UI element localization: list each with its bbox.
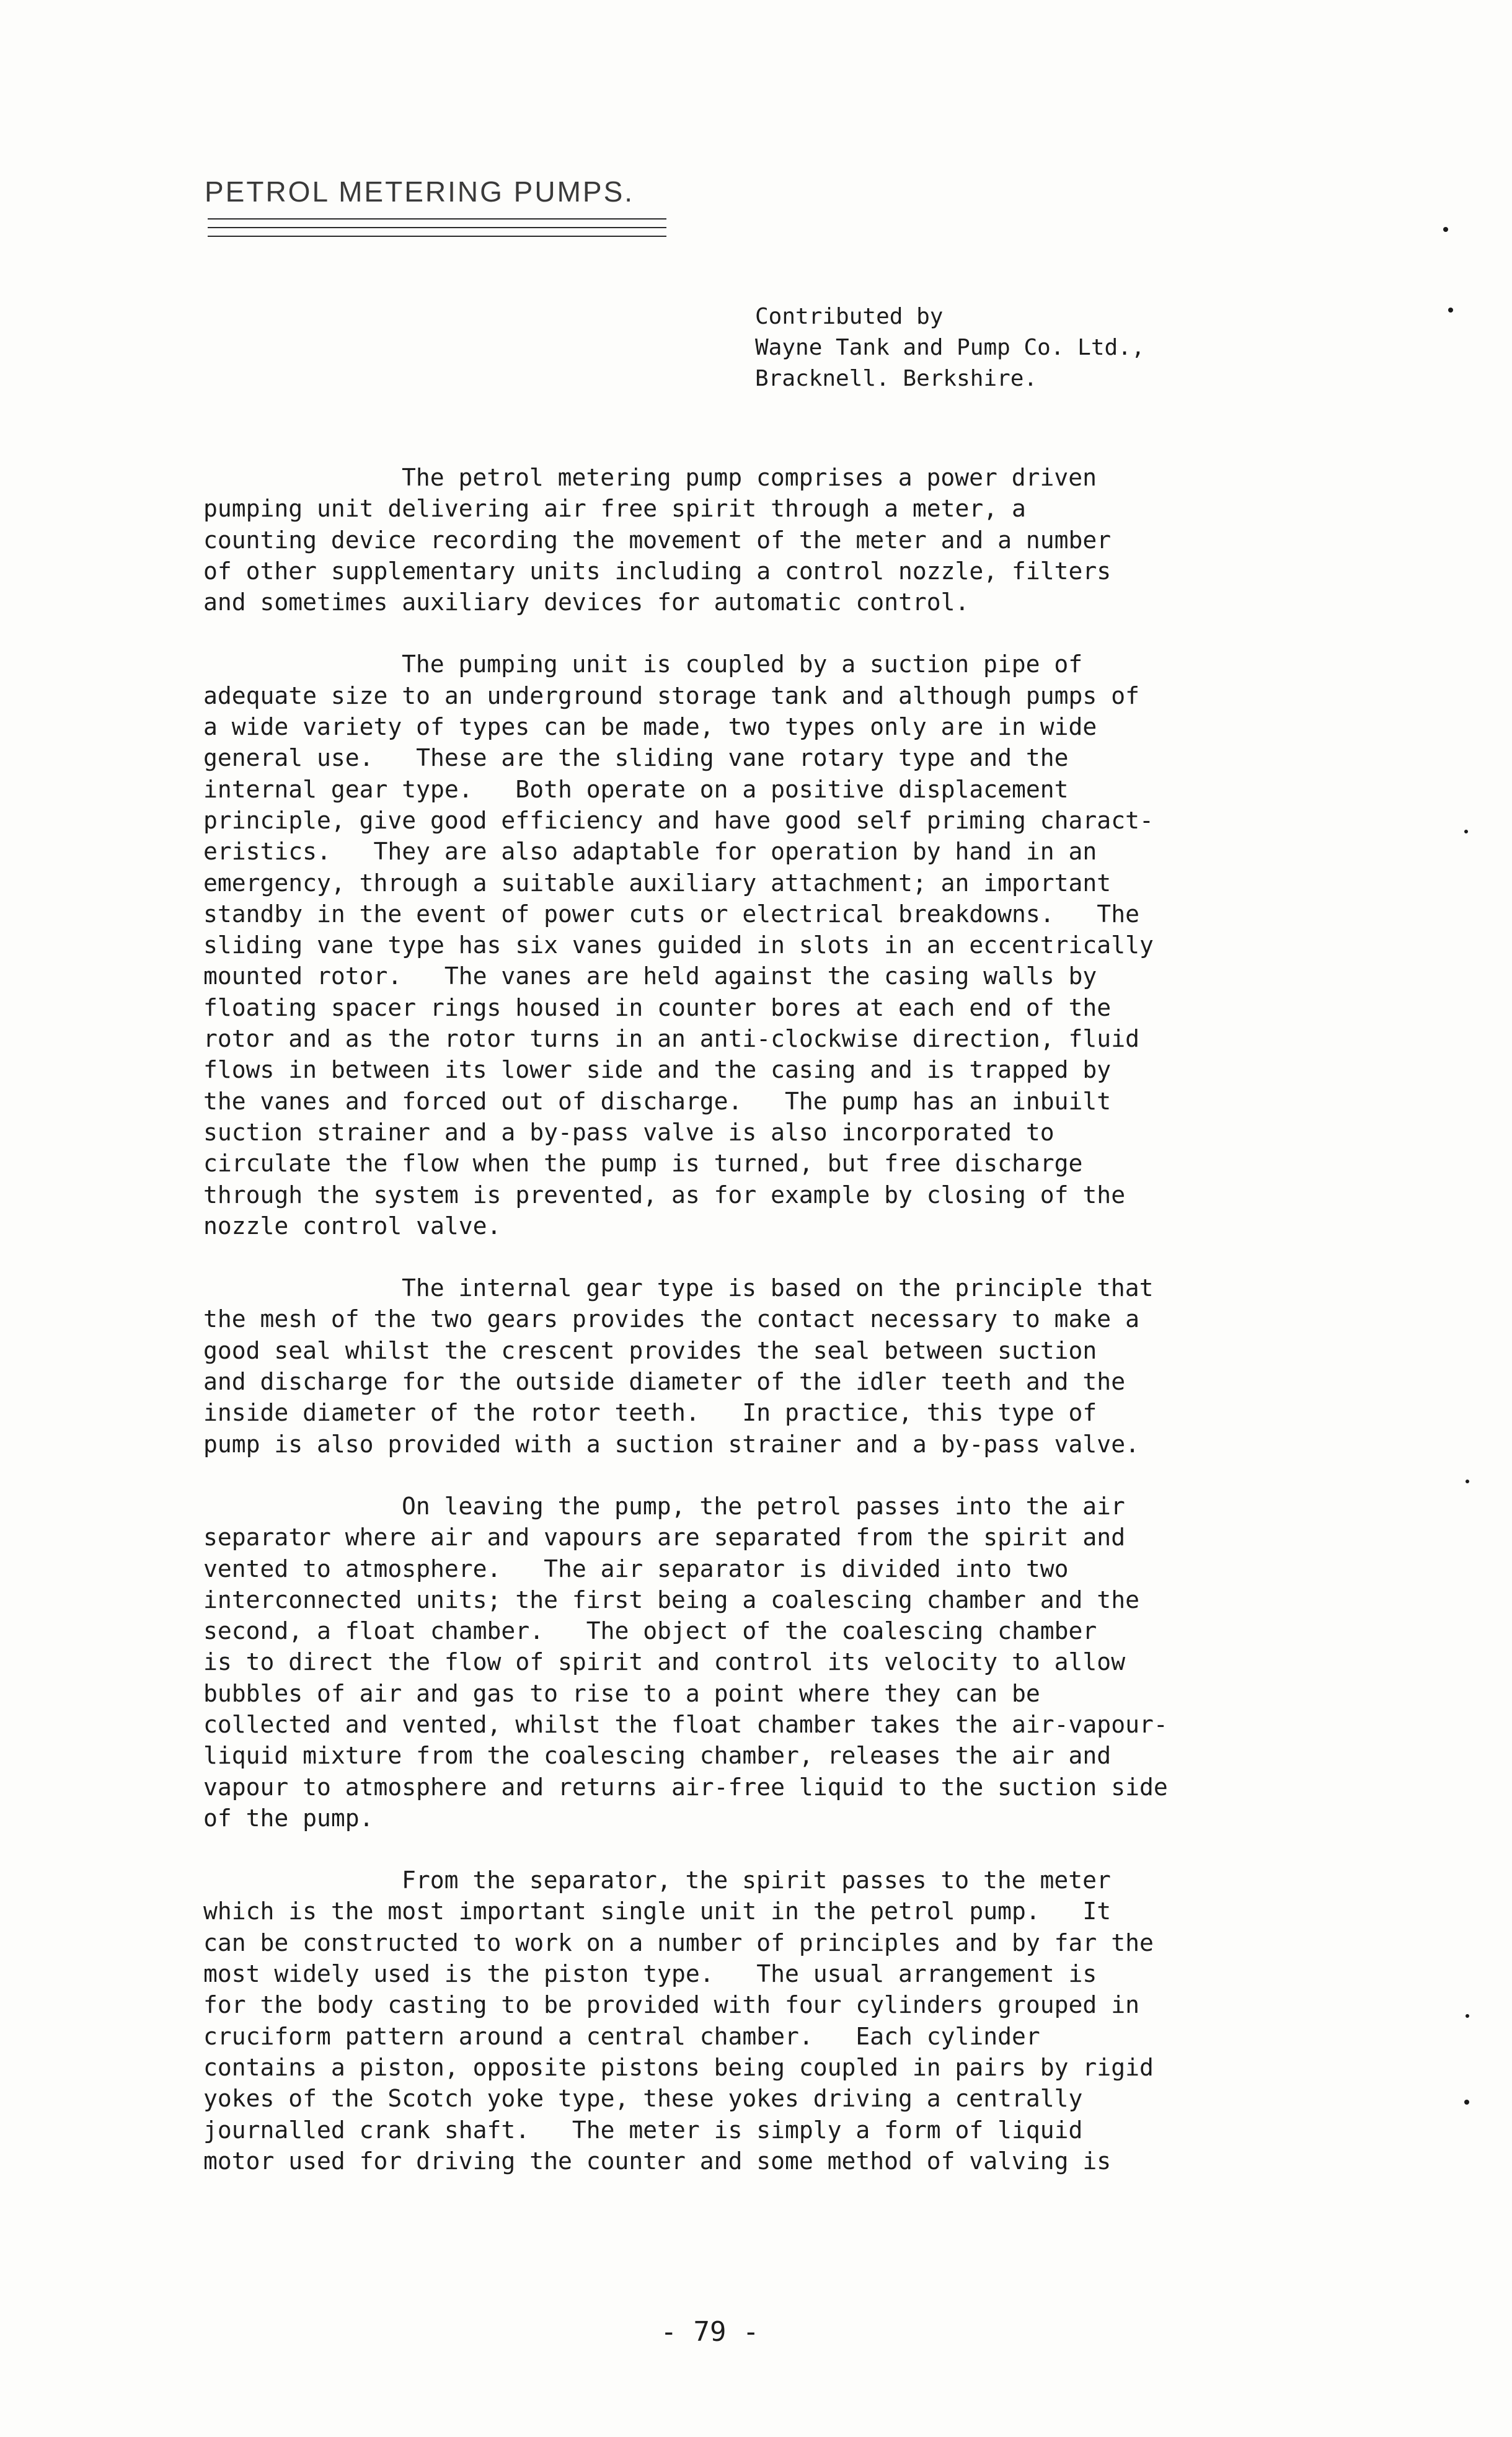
text-line: emergency, through a suitable auxiliary attachment; an important xyxy=(203,869,1112,897)
text-line: and sometimes auxiliary devices for automatic control. xyxy=(203,588,970,616)
text-line: second, a float chamber. The object of the coalescing chamber xyxy=(203,1617,1097,1645)
page-number: - 79 - xyxy=(660,2316,759,2348)
text-line: a wide variety of types can be made, two types only are in wide xyxy=(203,713,1097,741)
scan-speck xyxy=(1466,2014,1469,2018)
text-line: motor used for driving the counter and some method of valving is xyxy=(203,2147,1112,2175)
paragraph xyxy=(203,649,1251,1241)
text-line: contains a piston, opposite pistons being coupled in pairs by rigid xyxy=(203,2053,1154,2081)
text-line: The petrol metering pump comprises a power driven xyxy=(402,464,1097,491)
text-line: principle, give good efficiency and have good self priming charact- xyxy=(203,806,1154,834)
paragraph xyxy=(203,1272,1251,1460)
body-text xyxy=(203,462,1251,2208)
text-line: of other supplementary units including a control nozzle, filters xyxy=(203,557,1112,585)
text-line: The pumping unit is coupled by a suction pipe of xyxy=(402,650,1083,678)
text-line: suction strainer and a by-pass valve is also incorporated to xyxy=(203,1118,1054,1146)
paragraph xyxy=(203,1865,1251,2177)
title-underline-bottom xyxy=(208,236,666,237)
text-line: internal gear type. Both operate on a positive displacement xyxy=(203,775,1069,803)
text-line: general use. These are the sliding vane rotary type and the xyxy=(203,744,1069,772)
text-line: collected and vented, whilst the float chamber takes the air-vapour- xyxy=(203,1710,1168,1738)
text-line: can be constructed to work on a number of principles and by far the xyxy=(203,1929,1154,1956)
text-line: inside diameter of the rotor teeth. In practice, this type of xyxy=(203,1399,1097,1427)
text-line: cruciform pattern around a central chamber. Each cylinder xyxy=(203,2022,1040,2050)
text-line: floating spacer rings housed in counter bores at each end of the xyxy=(203,993,1112,1021)
text-line: of the pump. xyxy=(203,1804,374,1832)
text-line: most widely used is the piston type. The usual arrangement is xyxy=(203,1960,1097,1988)
attribution-line: Contributed by xyxy=(755,304,944,329)
text-line: interconnected units; the first being a coalescing chamber and the xyxy=(203,1586,1139,1614)
text-line: vapour to atmosphere and returns air-free liquid to the suction side xyxy=(203,1773,1168,1801)
scan-speck xyxy=(1466,1480,1469,1483)
paragraph xyxy=(203,1491,1251,1834)
text-line: bubbles of air and gas to rise to a point where they can be xyxy=(203,1679,1040,1707)
text-line: On leaving the pump, the petrol passes into the air xyxy=(402,1492,1125,1520)
text-line: yokes of the Scotch yoke type, these yokes driving a centrally xyxy=(203,2085,1083,2113)
title-underline-middle xyxy=(208,227,666,228)
paragraph xyxy=(203,462,1251,618)
text-line: pumping unit delivering air free spirit through a meter, a xyxy=(203,495,1026,523)
scan-speck xyxy=(1448,308,1453,313)
text-line: flows in between its lower side and the casing and is trapped by xyxy=(203,1056,1112,1084)
text-line: which is the most important single unit in the petrol pump. It xyxy=(203,1898,1112,1925)
scan-speck xyxy=(1464,830,1468,833)
text-line: standby in the event of power cuts or electrical breakdowns. The xyxy=(203,900,1139,928)
text-line: good seal whilst the crescent provides the seal between suction xyxy=(203,1336,1097,1364)
text-line: counting device recording the movement of the meter and a number xyxy=(203,526,1112,554)
text-line: mounted rotor. The vanes are held against the casing walls by xyxy=(203,962,1097,990)
text-line: rotor and as the rotor turns in an anti-clockwise direction, fluid xyxy=(203,1025,1139,1053)
text-line: pump is also provided with a suction strainer and a by-pass valve. xyxy=(203,1430,1139,1458)
text-line: From the separator, the spirit passes to the meter xyxy=(402,1867,1111,1894)
text-line: journalled crank shaft. The meter is simply a form of liquid xyxy=(203,2116,1083,2144)
text-line: the vanes and forced out of discharge. The pump has an inbuilt xyxy=(203,1087,1112,1115)
text-line: nozzle control valve. xyxy=(203,1212,502,1240)
title-underline-top xyxy=(208,218,666,220)
text-line: vented to atmosphere. The air separator is divided into two xyxy=(203,1555,1069,1582)
text-line: the mesh of the two gears provides the contact necessary to make a xyxy=(203,1305,1139,1333)
document-title: PETROL METERING PUMPS. xyxy=(205,175,635,208)
text-line: liquid mixture from the coalescing chamber, releases the air and xyxy=(203,1742,1112,1770)
text-line: separator where air and vapours are separated from the spirit and xyxy=(203,1524,1126,1551)
text-line: eristics. They are also adaptable for operation by hand in an xyxy=(203,838,1097,866)
attribution-line: Bracknell. Berkshire. xyxy=(755,366,1038,391)
attribution-line: Wayne Tank and Pump Co. Ltd., xyxy=(755,335,1145,360)
text-line: sliding vane type has six vanes guided in slots in an eccentrically xyxy=(203,931,1154,959)
text-line: and discharge for the outside diameter of the idler teeth and the xyxy=(203,1368,1126,1396)
text-line: for the body casting to be provided with four cylinders grouped in xyxy=(203,1991,1139,2019)
text-line: is to direct the flow of spirit and control its velocity to allow xyxy=(203,1648,1126,1676)
text-line: adequate size to an underground storage tank and although pumps of xyxy=(203,681,1139,709)
text-line: through the system is prevented, as for example by closing of the xyxy=(203,1181,1126,1209)
attribution-block xyxy=(755,301,1145,394)
text-line: circulate the flow when the pump is turned, but free discharge xyxy=(203,1150,1083,1178)
text-line: The internal gear type is based on the principle that xyxy=(402,1274,1154,1302)
scan-speck xyxy=(1464,2100,1469,2105)
scan-speck xyxy=(1443,227,1448,232)
